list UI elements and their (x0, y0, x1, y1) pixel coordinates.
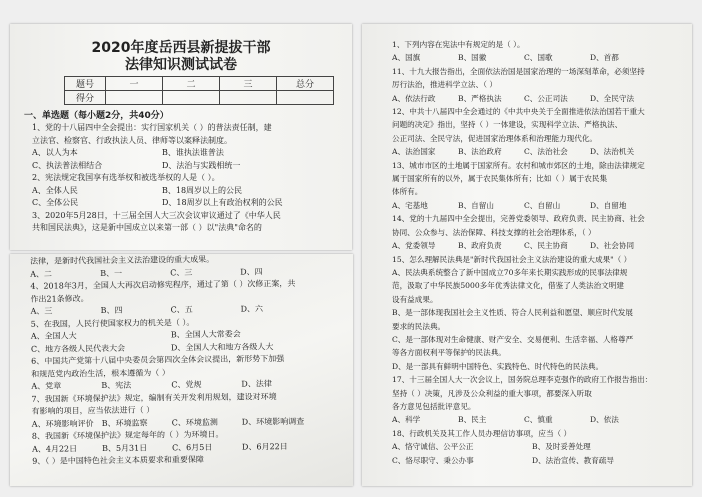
answer-options (362, 413, 692, 426)
answer-option: D、6月22日 (241, 441, 288, 452)
answer-option: C、国歌 (524, 53, 553, 63)
answer-option: A、国旗 (392, 53, 421, 63)
question-line: 1、党的十八届四中全会提出：实行国家机关（ ）的普法责任制，建 (32, 123, 272, 132)
question-line: 和规范党内政治生活，根本遵循为（ ） (31, 367, 170, 379)
answer-option: B、及时妥善处理 (532, 442, 591, 452)
score-cell (277, 91, 334, 105)
answer-option: C、环境监测 (171, 417, 218, 427)
question-line: 6、中国共产党第十八届中央委员会第四次全体会议提出，新形势下加强 (31, 354, 285, 366)
answer-option: B、18周岁以上的公民 (162, 185, 243, 195)
question-line: A、民法典系统整合了新中国成立70多年来长期实践形成的民事法律规 (392, 267, 628, 277)
question-line: 7、我国新《环境保护法》规定，编制有关开发利用规划，建设对环境 (31, 391, 277, 404)
question-line: 3、2020年5月28日，十三届全国人大三次会议审议通过了《中华人民 (32, 210, 281, 220)
answer-options (362, 199, 692, 212)
answer-option: D、18周岁以上有政治权利的公民 (162, 198, 283, 207)
question-line: 范，汲取了中华民族5000多年优秀法律文化，借鉴了人类法治文明建 (392, 281, 624, 291)
question-line: 作出21条修改。 (30, 293, 89, 304)
answer-option: A、依法行政 (392, 93, 436, 103)
question-line: 17、十三届全国人大一次会议上，国务院总理李克强作的政府工作报告指出： (392, 375, 653, 385)
answer-option: D、环境影响调查 (241, 416, 305, 427)
score-cell: 总分 (277, 77, 334, 91)
score-cell: 一 (106, 77, 163, 91)
answer-option: B、宪法 (101, 380, 132, 391)
question-line: 要求的民法典。 (392, 321, 446, 331)
answer-option: C、党规 (171, 380, 202, 390)
answer-options (362, 239, 692, 252)
answer-option: D、法治机关 (590, 147, 635, 157)
answer-options (10, 147, 352, 160)
answer-option: B、谁执法谁普法 (162, 148, 224, 157)
photo-left-bottom (10, 254, 353, 486)
answer-options (362, 145, 692, 158)
question-line: 等各方面权利平等保护的民法典。 (392, 348, 506, 358)
answer-option: D、六 (240, 304, 264, 314)
answer-option: B、政府负责 (458, 241, 502, 251)
answer-option: C、三 (170, 267, 193, 277)
score-cell (106, 91, 163, 105)
answer-options (10, 160, 352, 173)
score-cell: 得分 (65, 91, 106, 105)
answer-option: B、国徽 (458, 53, 487, 63)
answer-options (10, 185, 352, 198)
question-line: 8、我国新《环境保护法》规定每年的（ ）为环境日。 (31, 429, 224, 441)
question-line: 厉行法治，推进科学立法、（ ） (392, 80, 497, 90)
question-list (10, 122, 352, 235)
question-list (10, 254, 353, 468)
answer-option: B、环境监察 (101, 418, 148, 428)
answer-option: B、一 (100, 268, 123, 278)
question-line: 协同、公众参与、法治保障、科技支撑的社会治理体系，（ ） (392, 227, 596, 237)
question-line: 18、行政机关及其工作人员办理信访事项，应当（ ） (392, 428, 572, 438)
question-line: 5、在我国，人民行使国家权力的机关是（ ）。 (30, 317, 195, 329)
answer-options (362, 51, 692, 64)
answer-option: B、全国人大常委会 (170, 329, 241, 340)
answer-options (10, 197, 352, 210)
answer-option: A、环境影响评价 (31, 418, 94, 429)
answer-option: A、全国人大 (30, 331, 77, 341)
answer-option: A、三 (30, 306, 53, 316)
question-line: 各方意见包括批评意见。 (392, 401, 476, 411)
section-heading: 一、单选题（每小题2分，共40分） (24, 111, 169, 121)
score-table-header-row (65, 77, 334, 91)
answer-options (362, 454, 692, 467)
question-line: 15、怎么理解民法典是"新时代我国社会主义法治建设的重大成果"（ ） (392, 254, 632, 264)
question-line: 1、下列内容在宪法中有规定的是（ ）。 (392, 40, 525, 49)
question-line: 11、十九大报告指出，全面依法治国是国家治理的一场深刻革命，必须坚持 (392, 66, 645, 76)
photo-left-top (10, 24, 352, 250)
answer-option: C、恪尽职守、秉公办事 (392, 455, 474, 465)
exam-title-line2: 法律知识测试试卷 (125, 57, 237, 73)
answer-option: C、五 (170, 305, 193, 315)
question-line: 2、宪法规定我国享有选举权和被选举权的人是（ ）。 (32, 173, 220, 182)
question-line: 共和国民法典》，这是新中国成立以来第一部（ ）以"法典"命名的 (32, 223, 262, 232)
answer-option: C、民主协商 (524, 241, 568, 251)
answer-option: D、首都 (590, 53, 619, 63)
question-list (362, 24, 692, 467)
answer-option: D、全民守法 (590, 93, 635, 103)
answer-option: C、执法普法相结合 (32, 160, 103, 170)
question-line: 法律，是新时代我国社会主义法治建设的重大成果。 (30, 254, 215, 266)
answer-options (362, 92, 692, 105)
answer-option: D、法治宣传、教育疏导 (532, 455, 615, 465)
question-line: 13、城市市区的土地属于国家所有。农村和城市郊区的土地，除由法律规定 (392, 160, 645, 170)
question-line: 立法官、检察官、行政执法人员、律师等以案释法制度。 (32, 135, 232, 145)
answer-option: B、民主 (458, 415, 487, 425)
answer-option: C、法治社会 (524, 147, 568, 157)
answer-option: D、法律 (241, 379, 272, 389)
question-line: 9、（ ）是中国特色社会主义本质要求和重要保障 (32, 454, 204, 466)
question-line: 4、2018年3月，全国人大再次启动修宪程序，通过了第（ ）次修正案，共 (30, 279, 296, 291)
answer-option: D、四 (240, 266, 263, 277)
answer-option: D、自留地 (590, 200, 627, 210)
answer-option: C、慎重 (524, 415, 553, 425)
answer-option: C、自留山 (524, 200, 561, 210)
answer-option: D、依法 (590, 415, 619, 425)
answer-option: A、全体人民 (32, 185, 78, 195)
answer-option: B、四 (100, 305, 123, 316)
score-table (64, 76, 334, 105)
answer-option: D、社会协同 (590, 241, 635, 251)
answer-option: A、4月22日 (31, 443, 78, 454)
question-line: 有影响的项目，应当依法进行（ ） (31, 405, 155, 416)
question-line: 12、中共十八届四中全会通过的《中共中央关于全面推进依法治国若干重大 (392, 107, 645, 117)
answer-option: B、自留山 (458, 200, 494, 210)
question-line: B、是一部体现我国社会主义性质、符合人民利益和愿望、顺应时代发展 (392, 308, 633, 318)
answer-option: B、严格执法 (458, 93, 502, 103)
score-table-score-row (65, 91, 334, 105)
exam-title-line1: 2020年度岳西县新提拔干部 (91, 40, 271, 56)
question-line: 设有益成果。 (392, 294, 438, 304)
answer-option: A、法治国家 (392, 147, 436, 157)
answer-option: B、5月31日 (101, 443, 148, 453)
answer-option: C、公正司法 (524, 93, 568, 103)
answer-option: A、宅基地 (392, 200, 428, 210)
answer-option: C、全体公民 (32, 198, 79, 207)
score-cell (163, 91, 220, 105)
score-cell: 三 (220, 77, 277, 91)
answer-options (362, 440, 692, 453)
score-cell (220, 91, 277, 105)
answer-option: C、6月5日 (171, 442, 213, 452)
answer-option: C、地方各级人民代表大会 (30, 343, 126, 354)
question-line: 体所有。 (392, 187, 423, 197)
score-cell: 二 (163, 77, 220, 91)
answer-option: D、法治与实践相统一 (162, 160, 241, 170)
question-line: 公正司法、全民守法，促进国家治理体系和治理能力现代化。 (392, 133, 598, 143)
question-line: 坚持（ ）决策，凡涉及公众利益的重大事项，都要深入听取 (392, 388, 592, 398)
question-line: D、是一部具有鲜明中国特色、实践特色、时代特色的民法典。 (392, 361, 604, 371)
photo-right (362, 24, 692, 486)
question-line: 属于国家所有的以外，属于农民集体所有；比如（ ）属于农民集 (392, 174, 608, 184)
answer-option: A、恪守诚信、公平公正 (392, 442, 474, 452)
answer-option: A、党委领导 (392, 241, 436, 251)
answer-option: A、党章 (31, 381, 62, 391)
question-line: 14、党的十九届四中全会提出，完善党委领导、政府负责、民主协商、社会 (392, 214, 645, 224)
answer-option: A、以人为本 (32, 148, 78, 157)
answer-option: D、全国人大和地方各级人大 (170, 341, 274, 352)
answer-option: A、科学 (392, 415, 421, 425)
answer-option: A、二 (30, 269, 53, 279)
score-cell: 题号 (65, 77, 106, 91)
answer-option: B、法治政府 (458, 147, 502, 157)
question-line: C、是一部体现对生命健康、财产安全、交易便利、生活幸福、人格尊严 (392, 334, 634, 344)
question-line: 问题的决定》指出，坚持（ ）一体建设，实现科学立法、严格执法、 (392, 120, 623, 130)
